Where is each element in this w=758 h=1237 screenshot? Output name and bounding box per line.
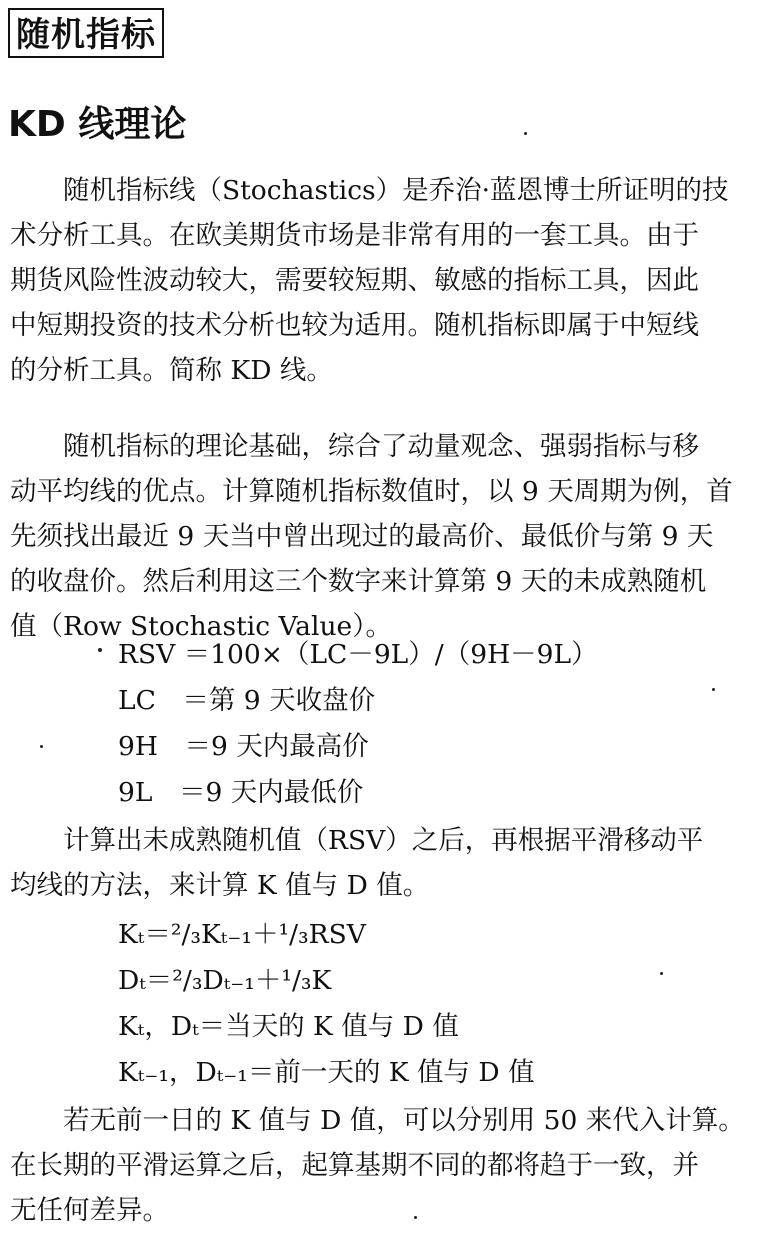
scan-speck <box>414 1216 417 1219</box>
text-line: 随机指标线（Stochastics）是乔治·蓝恩博士所证明的技 <box>10 175 729 206</box>
text-line: 中短期投资的技术分析也较为适用。随机指标即属于中短线 <box>10 310 699 341</box>
page-heading: KD 线理论 <box>8 104 187 145</box>
paragraph-kd-method <box>10 818 750 908</box>
text-line: 计算出未成熟随机值（RSV）之后，再根据平滑移动平 <box>10 825 704 856</box>
formula-d-value: Dₜ＝²/₃Dₜ₋₁＋¹/₃K <box>118 965 332 996</box>
text-line: 在长期的平滑运算之后，起算基期不同的都将趋于一致，并 <box>10 1150 699 1181</box>
text-line: 期货风险性波动较大，需要较短期、敏感的指标工具，因此 <box>10 265 699 296</box>
formula-rsv: RSV ＝100×（LC－9L）/（9H－9L） <box>118 639 598 670</box>
formula-k-value: Kₜ＝²/₃Kₜ₋₁＋¹/₃RSV <box>118 919 366 950</box>
text-line: 先须找出最近 9 天当中曾出现过的最高价、最低价与第 9 天 <box>10 521 714 552</box>
formula-kt-dt-definition: Kₜ，Dₜ＝当天的 K 值与 D 值 <box>118 1011 459 1042</box>
scan-speck <box>660 972 663 975</box>
formula-9l-definition: 9L ＝9 天内最低价 <box>118 777 364 808</box>
scan-speck <box>524 132 527 135</box>
text-line: 均线的方法，来计算 K 值与 D 值。 <box>10 870 430 901</box>
scan-speck <box>98 648 102 652</box>
paragraph-initial-value <box>10 1098 750 1233</box>
formula-9h-definition: 9H ＝9 天内最高价 <box>118 731 369 762</box>
text-line: 动平均线的优点。计算随机指标数值时，以 9 天周期为例，首 <box>10 476 733 507</box>
text-line: 值（Row Stochastic Value）。 <box>10 611 392 642</box>
text-line: 无任何差异。 <box>10 1195 169 1226</box>
scan-speck <box>712 688 715 691</box>
text-line: 的收盘价。然后利用这三个数字来计算第 9 天的未成熟随机 <box>10 566 707 597</box>
text-line: 随机指标的理论基础，综合了动量观念、强弱指标与移 <box>10 431 699 462</box>
formula-previous-day-definition: Kₜ₋₁，Dₜ₋₁＝前一天的 K 值与 D 值 <box>118 1057 535 1088</box>
text-line: 的分析工具。简称 KD 线。 <box>10 355 333 386</box>
formula-lc-definition: LC ＝第 9 天收盘价 <box>118 685 376 716</box>
section-box-title: 随机指标 <box>8 8 164 58</box>
scan-speck <box>40 745 43 748</box>
text-line: 术分析工具。在欧美期货市场是非常有用的一套工具。由于 <box>10 220 699 251</box>
paragraph-theory <box>10 424 750 649</box>
paragraph-introduction <box>10 168 750 393</box>
text-line: 若无前一日的 K 值与 D 值，可以分别用 50 来代入计算。 <box>10 1105 745 1136</box>
